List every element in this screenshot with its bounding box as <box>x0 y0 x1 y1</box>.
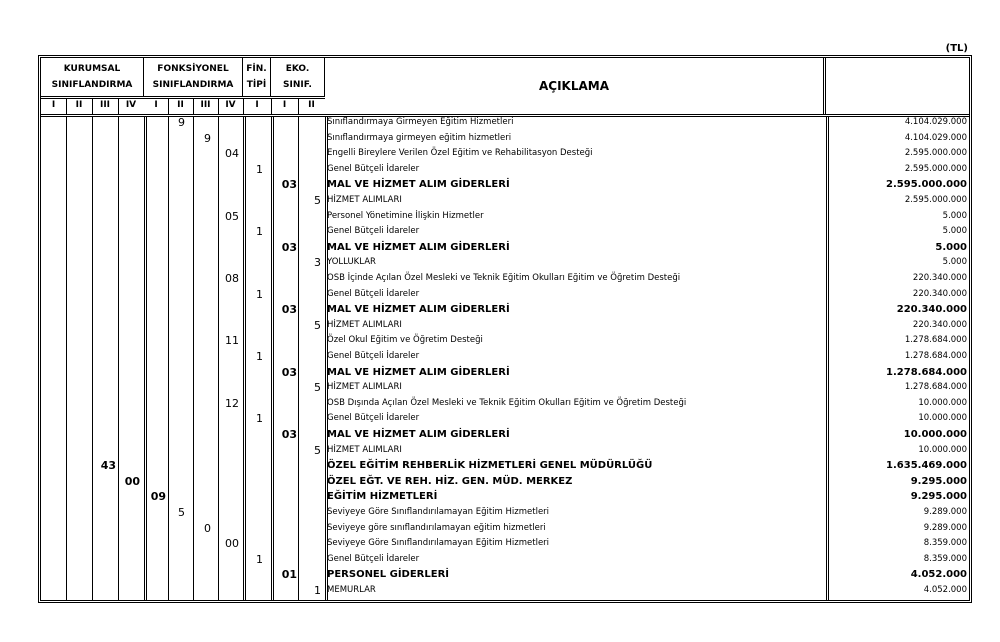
table-row <box>41 131 969 147</box>
row-amount: 1.278.684.000 <box>904 335 967 346</box>
row-amount: 4.104.029.000 <box>904 117 967 127</box>
code-e2: 1 <box>314 584 321 597</box>
row-amount: 1.635.469.000 <box>886 460 967 472</box>
code-fin: 1 <box>256 287 263 301</box>
sub-k2: II <box>75 100 83 110</box>
code-k3: 43 <box>100 459 116 473</box>
row-amount: 5.000 <box>942 210 967 221</box>
table-row <box>41 396 969 412</box>
row-description: EĞİTİM HİZMETLERİ <box>327 491 438 503</box>
code-fin: 1 <box>256 350 263 363</box>
code-f3: 08 <box>225 272 239 285</box>
row-amount: 1.278.684.000 <box>904 382 967 393</box>
table-row <box>41 583 969 599</box>
table-row <box>41 427 969 443</box>
row-description: MEMURLAR <box>327 585 376 595</box>
table-row <box>41 489 969 505</box>
sub-f2: II <box>177 100 184 110</box>
row-amount: 9.295.000 <box>910 475 967 487</box>
code-e1: 03 <box>281 428 297 441</box>
row-amount: 2.595.000.000 <box>904 148 967 159</box>
table-row <box>41 146 969 162</box>
row-description: Genel Bütçeli İdareler <box>327 163 420 174</box>
table-row <box>41 271 969 287</box>
row-description: Personel Yönetimine İlişkin Hizmetler <box>327 210 484 221</box>
row-amount: 5.000 <box>942 226 967 237</box>
row-description: Genel Bütçeli İdareler <box>327 553 420 564</box>
row-amount: 1.278.684.000 <box>886 366 967 378</box>
code-e1: 03 <box>281 303 297 317</box>
table-row <box>41 255 969 271</box>
code-e2: 5 <box>314 443 321 457</box>
row-description: Engelli Bireylere Verilen Özel Eğitim ve Rehabilitasyon Desteği <box>327 148 593 159</box>
header-fonksiyonel: FONKSİYONEL SINIFLANDIRMA <box>144 58 243 96</box>
budget-table <box>38 55 972 603</box>
row-amount: 8.359.000 <box>923 538 967 549</box>
row-description: Özel Okul Eğitim ve Öğretim Desteği <box>327 335 483 346</box>
code-e1: 03 <box>281 178 297 192</box>
code-f3: 00 <box>225 537 239 551</box>
row-description: OSB İçinde Açılan Özel Mesleki ve Teknik Eğitim Okulları Eğitim ve Öğretim Desteği <box>327 273 681 283</box>
table-row <box>41 380 969 396</box>
code-f1: 5 <box>178 506 185 519</box>
table-row <box>41 474 969 490</box>
table-row <box>41 302 969 318</box>
table-row <box>41 521 969 537</box>
code-f3: 05 <box>225 209 239 223</box>
row-description: YOLLUKLAR <box>327 257 376 268</box>
row-amount: 4.052.000 <box>910 569 967 581</box>
header-eko-sinif: EKO. SINIF. <box>271 58 325 96</box>
row-description: Sınıflandırmaya girmeyen eğitim hizmetleri <box>327 132 512 143</box>
sub-k1: I <box>51 100 56 110</box>
row-description: OSB Dışında Açılan Özel Mesleki ve Teknik Eğitim Okulları Eğitim ve Öğretim Desteği <box>327 397 687 408</box>
table-row <box>41 505 969 521</box>
row-description: MAL VE HİZMET ALIM GİDERLERİ <box>327 304 510 316</box>
sub-k3: III <box>99 100 111 110</box>
code-k4: 00 <box>124 474 140 488</box>
row-description: MAL VE HİZMET ALIM GİDERLERİ <box>327 241 510 253</box>
row-description: Seviyeye Göre Sınıflandırılamayan Eğitim Hizmetleri <box>327 507 550 517</box>
table-row <box>41 333 969 349</box>
header-aciklama: AÇIKLAMA <box>325 58 826 114</box>
code-e2: 5 <box>314 194 321 207</box>
table-row <box>41 567 969 583</box>
row-description: Sınıflandırmaya Girmeyen Eğitim Hizmetleri <box>327 117 514 127</box>
row-amount: 9.295.000 <box>910 491 967 503</box>
sub-e2: II <box>308 100 315 110</box>
row-amount: 4.104.029.000 <box>904 132 967 143</box>
table-row <box>41 411 969 427</box>
row-description: HİZMET ALIMLARI <box>327 382 402 393</box>
code-f3: 12 <box>225 396 239 410</box>
row-amount: 9.289.000 <box>923 507 967 517</box>
table-row <box>41 209 969 225</box>
row-amount: 220.340.000 <box>912 273 967 283</box>
code-e2: 3 <box>314 256 321 270</box>
row-amount: 2.595.000.000 <box>904 195 967 205</box>
row-description: HİZMET ALIMLARI <box>327 195 402 205</box>
code-e2: 5 <box>314 381 321 395</box>
row-description: Genel Bütçeli İdareler <box>327 226 420 237</box>
sub-fin: I <box>255 100 259 110</box>
row-description: Seviyeye Göre Sınıflandırılamayan Eğitim Hizmetleri <box>327 538 550 549</box>
sub-f3: III <box>200 100 211 110</box>
sub-k4: IV <box>125 100 137 110</box>
table-row <box>41 365 969 381</box>
code-f2: 9 <box>204 131 211 145</box>
code-fin: 1 <box>256 225 263 239</box>
row-description: PERSONEL GİDERLERİ <box>327 569 450 581</box>
code-e1: 03 <box>281 365 297 379</box>
code-e2: 5 <box>314 318 321 332</box>
row-description: MAL VE HİZMET ALIM GİDERLERİ <box>327 366 510 378</box>
table-row <box>41 536 969 552</box>
row-amount: 10.000.000 <box>918 413 967 424</box>
row-description: Genel Bütçeli İdareler <box>327 288 420 299</box>
row-amount: 2.595.000.000 <box>904 163 967 174</box>
code-f0: 09 <box>150 490 166 504</box>
table-row <box>41 162 969 178</box>
table-row <box>41 318 969 334</box>
code-fin: 1 <box>256 552 263 566</box>
table-row <box>41 349 969 365</box>
row-description: MAL VE HİZMET ALIM GİDERLERİ <box>327 179 510 191</box>
row-amount: 9.289.000 <box>923 522 967 533</box>
row-amount: 220.340.000 <box>896 304 967 316</box>
sub-e1: I <box>282 100 287 110</box>
row-amount: 220.340.000 <box>912 288 967 299</box>
table-row <box>41 224 969 240</box>
row-amount: 10.000.000 <box>918 444 967 455</box>
currency-unit: (TL) <box>945 43 968 54</box>
row-amount: 4.052.000 <box>923 585 967 595</box>
table-row <box>41 240 969 256</box>
row-amount: 1.278.684.000 <box>904 351 967 361</box>
row-description: ÖZEL EĞT. VE REH. HİZ. GEN. MÜD. MERKEZ <box>327 475 573 487</box>
table-row <box>41 552 969 568</box>
row-description: Seviyeye göre sınıflandırılamayan eğitim hizmetleri <box>327 522 546 533</box>
row-amount: 8.359.000 <box>923 553 967 564</box>
row-amount: 10.000.000 <box>918 397 967 408</box>
row-amount: 5.000 <box>942 257 967 268</box>
code-f1: 9 <box>178 116 185 129</box>
row-description: MAL VE HİZMET ALIM GİDERLERİ <box>327 429 510 440</box>
code-f3: 04 <box>225 147 239 161</box>
row-description: Genel Bütçeli İdareler <box>327 413 420 424</box>
table-row <box>41 177 969 193</box>
header-fin-tipi: FİN. TİPİ <box>243 58 271 96</box>
code-fin: 1 <box>256 162 263 176</box>
row-amount: 5.000 <box>935 241 967 253</box>
sub-f4: IV <box>225 100 236 110</box>
code-f2: 0 <box>204 521 211 535</box>
code-fin: 1 <box>256 412 263 426</box>
row-amount: 10.000.000 <box>903 429 967 440</box>
header-kurumsal: KURUMSAL SINIFLANDIRMA <box>41 58 144 96</box>
code-e1: 03 <box>281 240 297 254</box>
row-amount: 220.340.000 <box>912 319 967 330</box>
table-row <box>41 443 969 459</box>
row-description: HİZMET ALIMLARI <box>327 319 402 330</box>
table-row <box>41 115 969 131</box>
row-amount: 2.595.000.000 <box>886 179 967 191</box>
table-row <box>41 193 969 209</box>
code-f3: 11 <box>225 334 239 348</box>
table-header <box>41 58 969 114</box>
code-e1: 01 <box>281 568 297 582</box>
row-description: Genel Bütçeli İdareler <box>327 351 420 361</box>
table-row <box>41 458 969 474</box>
row-description: ÖZEL EĞİTİM REHBERLİK HİZMETLERİ GENEL MÜDÜRLÜĞÜ <box>327 460 653 472</box>
row-description: HİZMET ALIMLARI <box>327 444 402 455</box>
sub-f1: I <box>154 100 158 110</box>
table-row <box>41 287 969 303</box>
